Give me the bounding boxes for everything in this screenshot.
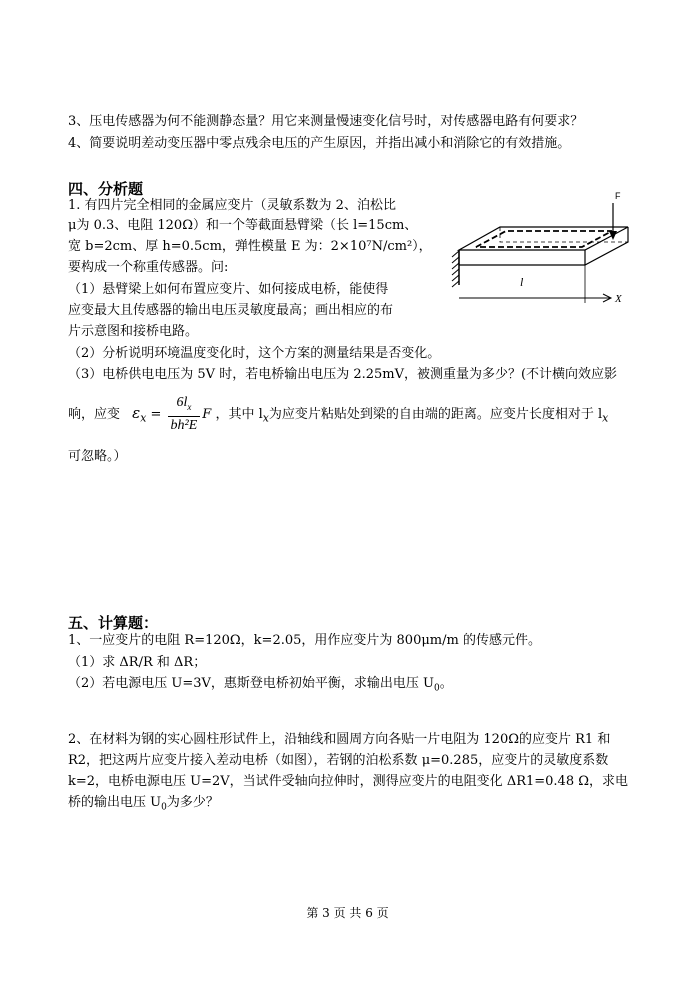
lx-subscript: x	[262, 411, 269, 425]
p1-line-3: 宽 b=2cm、厚 h=0.5cm，弹性模量 E 为：2×10⁷N/cm²），	[68, 239, 432, 254]
question-4: 4、简要说明差动变压器中零点残余电压的产生原因，并指出减小和消除它的有效措施。	[68, 136, 571, 151]
p1-formula-line	[68, 393, 608, 439]
p1-line-8: （2）分析说明环境温度变化时，这个方案的测量结果是否变化。	[68, 346, 441, 361]
beam-body	[459, 227, 628, 265]
beam-hidden-edges	[500, 227, 628, 242]
formula-lead-text: 响，应变	[68, 407, 121, 422]
cantilever-beam-figure	[440, 185, 630, 310]
c2-line-1: 2、在材料为钢的实心圆柱形试件上，沿轴线和圆周方向各贴一片电阻为 120Ω的应变片 R1 和	[68, 732, 611, 747]
force-label: F	[615, 191, 621, 201]
strain-gauge-region	[476, 231, 612, 247]
fraction-numerator: $6l_x$	[168, 394, 201, 417]
formula-explain-text: 为应变片粘贴处到梁的自由端的距离。应变片长度相对于 l	[268, 407, 603, 422]
p1-line-2: μ为 0.3、电阻 120Ω）和一个等截面悬臂梁（长 l=15cm、	[68, 218, 418, 233]
force-arrow-head	[609, 231, 617, 240]
formula-where-text: ，其中 l	[215, 407, 263, 422]
section-4-heading: 四、分析题	[68, 180, 144, 198]
c2-line-2: R2，把这两片应变片接入差动电桥（如图），若钢的泊松系数 μ=0.285，应变片的灵敏度系数	[68, 753, 609, 768]
lx-subscript-2: x	[602, 411, 609, 425]
epsilon-symbol: ε	[132, 404, 141, 422]
question-3: 3、压电传感器为何不能测静态量？用它来测量慢速变化信号时，对传感器电路有何要求？	[68, 114, 584, 129]
equals-sign: =	[150, 407, 162, 422]
p1-line-9: （3）电桥供电电压为 5V 时，若电桥输出电压为 2.25mV，被测重量为多少？(不计横向效应影	[68, 367, 618, 382]
c1-line-1: 1、一应变片的电阻 R=120Ω，k=2.05，用作应变片为 800μm/m 的传感元件。	[68, 633, 541, 648]
p1-line-1: 1. 有四片完全相同的金属应变片（灵敏系数为 2、泊松比	[68, 198, 396, 213]
force-symbol: F	[202, 407, 212, 422]
c2-line-3: k=2，电桥电源电压 U=2V，当试件受轴向拉伸时，测得应变片的电阻变化 ΔR1=0.48 Ω，求电	[68, 774, 629, 789]
x-axis-label: X	[615, 293, 622, 305]
wall-hatch	[452, 251, 459, 287]
fraction-denominator: bh²E	[170, 417, 198, 433]
page-footer: 第 3 页 共 6 页	[306, 906, 389, 920]
p1-line-5: （1）悬臂梁上如何布置应变片、如何接成电桥，能使得	[68, 282, 389, 297]
strain-fraction	[168, 394, 201, 435]
length-label: l	[520, 275, 524, 289]
p1-line-6: 应变最大且传感器的输出电压灵敏度最高；画出相应的布	[68, 303, 394, 318]
p1-line-11: 可忽略。）	[68, 449, 127, 464]
c2-line-4: 桥的输出电压 $U_0$为多少？	[68, 795, 219, 813]
section-5-heading: 五、计算题：	[68, 614, 159, 632]
p1-line-7: 片示意图和接桥电路。	[68, 324, 199, 339]
p1-line-4: 要构成一个称重传感器。问:	[68, 260, 229, 275]
c1-line-3: （2）若电源电压 U=3V，惠斯登电桥初始平衡，求输出电压 $U_0$。	[68, 676, 453, 694]
c1-line-2: （1）求 ΔR/R 和 ΔR；	[68, 655, 207, 670]
epsilon-subscript: x	[140, 411, 147, 425]
